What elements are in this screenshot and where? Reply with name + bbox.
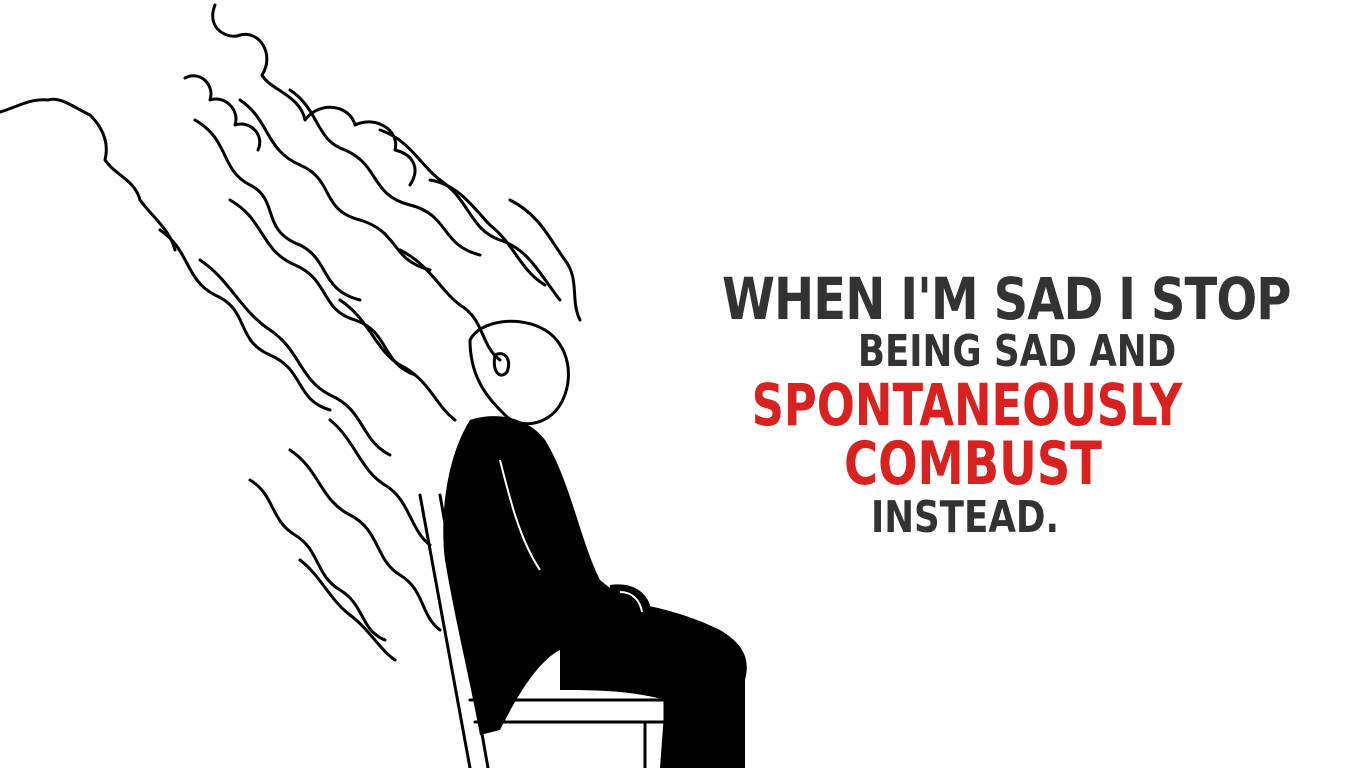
quote-line-5: INSTEAD. [870,492,1060,543]
quote-line-2: BEING SAD AND [857,326,1177,377]
smoke-cloud [213,5,415,185]
quote-line-3-highlight: SPONTANEOUSLY [751,371,1183,439]
quote-line-1: WHEN I'M SAD I STOP [722,265,1291,333]
suit-legs [560,599,747,768]
quote-text-block [700,265,1291,543]
quote-line-4-highlight: COMBUST [844,429,1102,499]
